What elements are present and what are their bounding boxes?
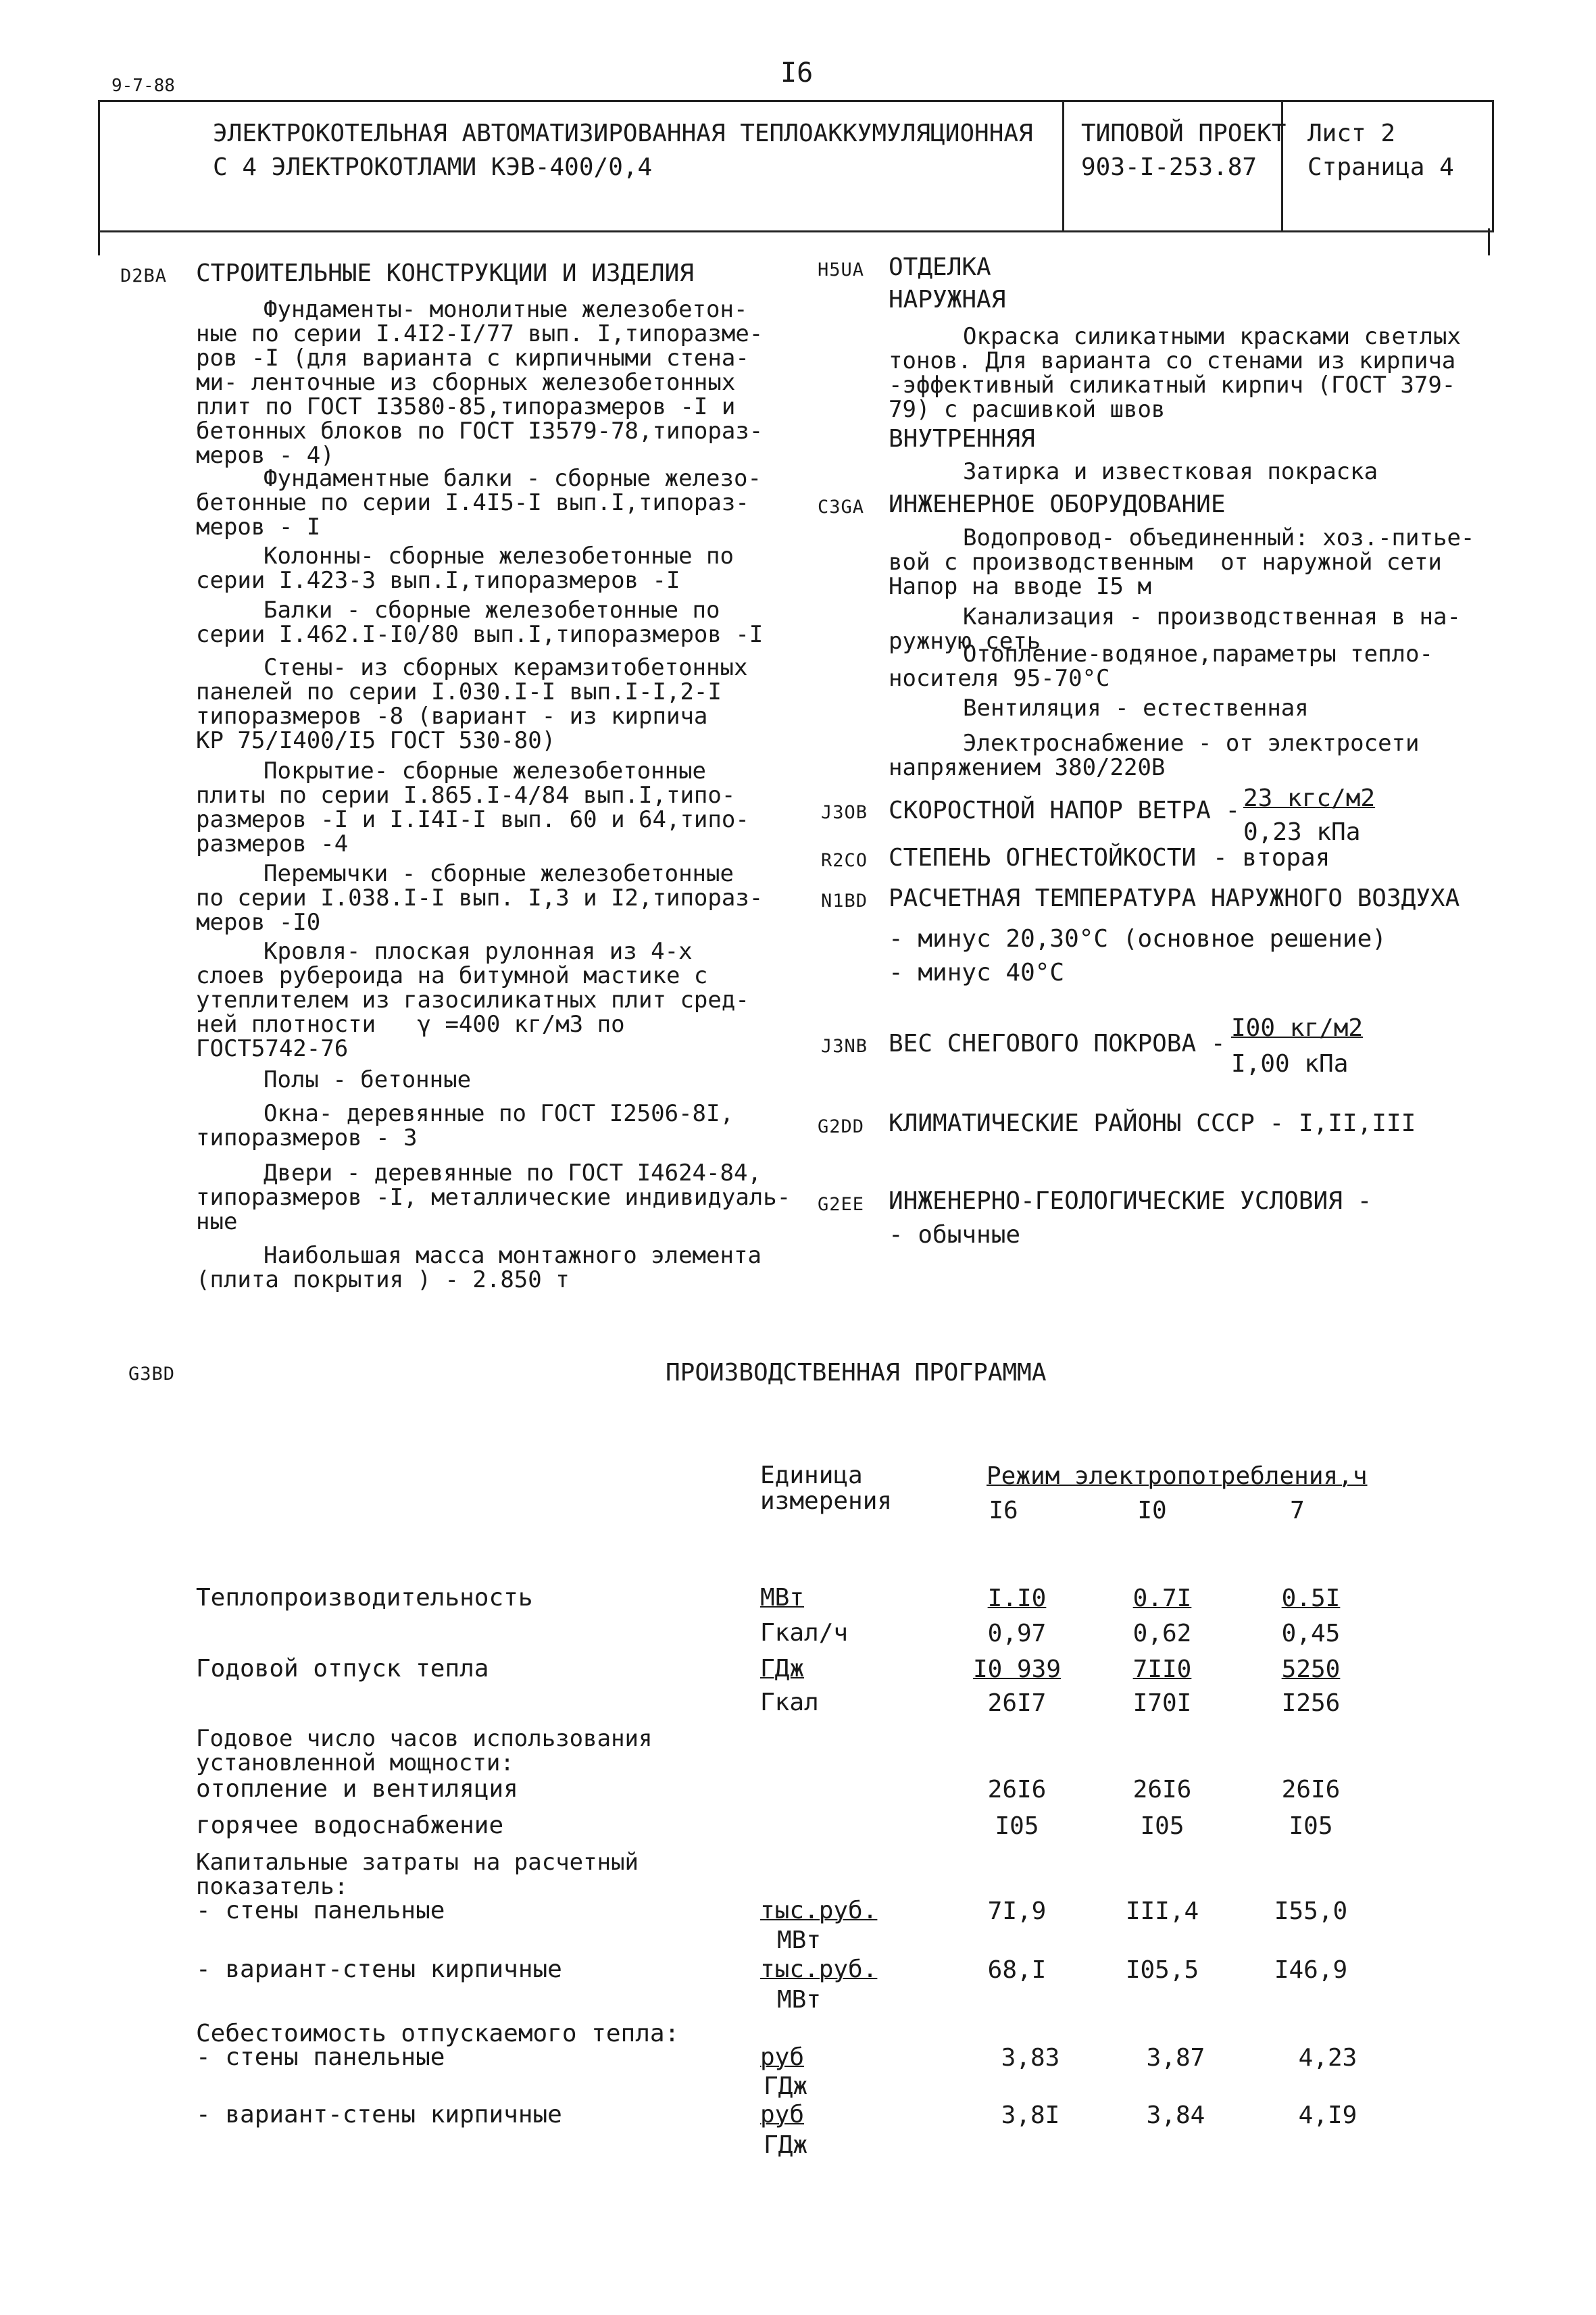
snow-label: ВЕС СНЕГОВОГО ПОКРОВА -	[889, 1030, 1226, 1057]
temp-value-1: - минус 20,30°С (основное решение)	[889, 925, 1387, 953]
paragraph-interior: Затирка и известковая покраска	[963, 458, 1378, 485]
row-value: 0,97	[987, 1620, 1047, 1647]
section-code: G2EE	[818, 1194, 865, 1215]
top-left-mark: 9-7-88	[111, 76, 175, 96]
row-value: 3,8I	[1001, 2101, 1060, 2129]
temp-label: РАСЧЕТНАЯ ТЕМПЕРАТУРА НАРУЖНОГО ВОЗДУХА	[889, 885, 1460, 912]
subheading-interior: ВНУТРЕННЯЯ	[889, 425, 1035, 453]
row-value: 26I6	[1132, 1776, 1192, 1803]
row-unit: руб	[760, 2043, 805, 2071]
row-value: 0.5I	[1281, 1585, 1341, 1612]
mode-16: I6	[989, 1497, 1018, 1524]
paragraph-ventilation: Вентиляция - естественная	[963, 695, 1309, 722]
section-heading: СТРОИТЕЛЬНЫЕ КОНСТРУКЦИИ И ИЗДЕЛИЯ	[196, 259, 694, 287]
section-code: G2DD	[818, 1116, 865, 1137]
row-unit-denominator: ГДж	[764, 2072, 808, 2100]
row-value: 26I6	[1281, 1776, 1341, 1803]
row-unit: Гкал/ч	[760, 1619, 849, 1647]
paragraph-foundations: Фундаменты- монолитные железобетон- ные по серии I.4I2-I/77 вып. I,типоразме- ров -I (для варианта с кирпичными стена- ми- ленточные из сборных железобетонных плит по ГОСТ I3580-85,типоразмеров -I и бетонных блоков по ГОСТ I3579-78,типораз- меров - 4)	[196, 296, 764, 469]
section-code: N1BD	[821, 891, 868, 912]
row-value: I46,9	[1274, 1956, 1348, 1984]
row-unit: ГДж	[760, 1655, 805, 1683]
row-value: III,4	[1125, 1897, 1199, 1925]
row-label: Капитальные затраты на расчетный показатель:	[196, 1849, 639, 1900]
paragraph-lintels: Перемычки - сборные железобетонные по серии I.038.I-I вып. I,3 и I2,типораз- меров -I0	[196, 860, 764, 936]
unit-header: Единица измерения	[760, 1462, 893, 1515]
paragraph-beams: Балки - сборные железобетонные по серии I.462.I-I0/80 вып.I,типоразмеров -I	[196, 597, 764, 648]
row-value: I05	[1140, 1812, 1184, 1840]
row-value: I256	[1281, 1689, 1341, 1717]
row-value: 7II0	[1132, 1656, 1192, 1683]
row-label: Годовое число часов использования установленной мощности:	[196, 1725, 653, 1776]
project-label: ТИПОВОЙ ПРОЕКТ	[1081, 120, 1287, 147]
wind-label: СКОРОСТНОЙ НАПОР ВЕТРА -	[889, 797, 1241, 824]
row-value: 26I6	[987, 1776, 1047, 1803]
paragraph-roof-slabs: Покрытие- сборные железобетонные плиты по серии I.865.I-4/84 вып.I,типо- размеров -I и I.I4I-I вып. 60 и 64,типо- размеров -4	[196, 757, 749, 857]
paragraph-roofing: Кровля- плоская рулонная из 4-х слоев рубероида на битумной мастике с утеплителем из газосиликатных плит сред- ней плотности γ =400 кг/м3 по ГОСТ5742-76	[196, 938, 749, 1062]
climate-label: КЛИМАТИЧЕСКИЕ РАЙОНЫ СССР - I,II,III	[889, 1110, 1416, 1137]
header-title-line2: С 4 ЭЛЕКТРОКОТЛАМИ КЭВ-400/0,4	[213, 153, 653, 181]
program-title: ПРОИЗВОДСТВЕННАЯ ПРОГРАММА	[666, 1359, 1047, 1387]
mode-header: Режим электропотребления,ч	[987, 1462, 1368, 1490]
divider	[98, 228, 100, 255]
wind-value-kgs: 23 кгс/м2	[1243, 785, 1376, 812]
section-code: D2BA	[120, 266, 168, 287]
paragraph-columns: Колонны- сборные железобетонные по серии I.423-3 вып.I,типоразмеров -I	[196, 543, 734, 594]
geology-label: ИНЖЕНЕРНО-ГЕОЛОГИЧЕСКИЕ УСЛОВИЯ -	[889, 1187, 1372, 1215]
page-number: I6	[780, 57, 814, 89]
row-label: Годовой отпуск тепла	[196, 1655, 489, 1683]
row-value: 3,83	[1001, 2044, 1060, 2072]
row-label: - стены панельные	[196, 2043, 445, 2071]
row-value: 0,62	[1132, 1620, 1192, 1647]
row-value: 5250	[1281, 1656, 1341, 1683]
snow-value-kpa: I,00 кПа	[1231, 1050, 1349, 1078]
sheet-label: Лист 2	[1307, 120, 1396, 147]
paragraph-power: Электроснабжение - от электросети напряжением 380/220В	[889, 730, 1420, 781]
divider	[1062, 100, 1064, 230]
section-heading: ОТДЕЛКА	[889, 253, 991, 281]
row-label: - вариант-стены кирпичные	[196, 2101, 562, 2129]
row-value: I05	[1289, 1812, 1333, 1840]
row-unit-denominator: МВт	[777, 1926, 822, 1954]
paragraph-water: Водопровод- объединенный: хоз.-питье- вой с производственным от наружной сети Напор на вводе I5 м	[889, 524, 1475, 600]
section-code: R2CO	[821, 850, 868, 871]
mode-10: I0	[1137, 1497, 1167, 1524]
geology-value: - обычные	[889, 1221, 1021, 1249]
row-value: 3,84	[1146, 2101, 1205, 2129]
row-value: 68,I	[987, 1956, 1047, 1984]
row-value: I.I0	[987, 1585, 1047, 1612]
section-code: J3NB	[821, 1036, 868, 1057]
row-value: 4,I9	[1298, 2101, 1357, 2129]
row-unit: тыс.руб.	[760, 1956, 878, 1983]
section-code: J3OB	[821, 802, 868, 823]
row-value: I0 939	[972, 1656, 1062, 1683]
header-title-line1: ЭЛЕКТРОКОТЕЛЬНАЯ АВТОМАТИЗИРОВАННАЯ ТЕПЛОАККУМУЛЯЦИОННАЯ	[213, 120, 1033, 147]
row-value: I70I	[1132, 1689, 1192, 1717]
snow-value-kg: I00 кг/м2	[1231, 1014, 1364, 1042]
row-label: отопление и вентиляция	[196, 1775, 518, 1803]
paragraph-heating: Отопление-водяное,параметры тепло- носителя 95-70°С	[889, 641, 1433, 692]
row-label: горячее водоснабжение	[196, 1812, 504, 1839]
fire-label: СТЕПЕНЬ ОГНЕСТОЙКОСТИ	[889, 844, 1197, 872]
section-heading: ИНЖЕНЕРНОЕ ОБОРУДОВАНИЕ	[889, 491, 1226, 518]
row-value: 0.7I	[1132, 1585, 1192, 1612]
row-label: Теплопроизводительность	[196, 1584, 533, 1612]
fire-value: - вторая	[1213, 844, 1330, 872]
paragraph-walls: Стены- из сборных керамзитобетонных панелей по серии I.030.I-I вып.I-I,2-I типоразмеров -8 (вариант - из кирпича КР 75/I400/I5 ГОСТ 530-80)	[196, 654, 748, 754]
row-value: 3,87	[1146, 2044, 1205, 2072]
row-unit-denominator: ГДж	[764, 2131, 808, 2159]
page-label: Страница 4	[1307, 153, 1454, 181]
row-unit: МВт	[760, 1584, 805, 1612]
mode-7: 7	[1290, 1497, 1305, 1524]
row-value: 4,23	[1298, 2044, 1357, 2072]
row-value: 26I7	[987, 1689, 1047, 1717]
row-value: I05,5	[1125, 1956, 1199, 1984]
divider	[1488, 228, 1490, 255]
paragraph-floors: Полы - бетонные	[264, 1066, 472, 1093]
paragraph-doors: Двери - деревянные по ГОСТ I4624-84, типоразмеров -I, металлические индивидуаль- ные	[196, 1160, 791, 1235]
subheading-exterior: НАРУЖНАЯ	[889, 286, 1006, 314]
paragraph-exterior: Окраска силикатными красками светлых тонов. Для варианта со стенами из кирпича -эффективный силикатный кирпич (ГОСТ 379- 79) с расшивкой швов	[889, 323, 1461, 423]
project-number: 903-I-253.87	[1081, 153, 1257, 181]
paragraph-max-mass: Наибольшая масса монтажного элемента (плита покрытия ) - 2.850 т	[196, 1242, 762, 1293]
paragraph-sewer: Канализация - производственная в на- ружную сеть	[889, 603, 1461, 655]
row-unit: тыс.руб.	[760, 1897, 878, 1924]
row-label: - вариант-стены кирпичные	[196, 1956, 562, 1983]
temp-value-2: - минус 40°С	[889, 959, 1065, 987]
row-unit-denominator: МВт	[777, 1986, 822, 2014]
paragraph-windows: Окна- деревянные по ГОСТ I2506-8I, типоразмеров - 3	[196, 1100, 734, 1151]
row-label: Себестоимость отпускаемого тепла:	[196, 2020, 680, 2047]
paragraph-beams-foundation: Фундаментные балки - сборные железо- бетонные по серии I.4I5-I вып.I,типораз- меров - I	[196, 465, 762, 541]
section-code: C3GA	[818, 497, 865, 518]
row-value: 0,45	[1281, 1620, 1341, 1647]
section-code: H5UA	[818, 259, 865, 280]
row-unit: руб	[760, 2101, 805, 2129]
row-label: - стены панельные	[196, 1897, 445, 1924]
row-value: I05	[995, 1812, 1039, 1840]
row-value: 7I,9	[987, 1897, 1047, 1925]
section-code: G3BD	[128, 1364, 176, 1385]
row-value: I55,0	[1274, 1897, 1348, 1925]
row-unit: Гкал	[760, 1689, 819, 1716]
wind-value-kpa: 0,23 кПа	[1243, 818, 1361, 846]
